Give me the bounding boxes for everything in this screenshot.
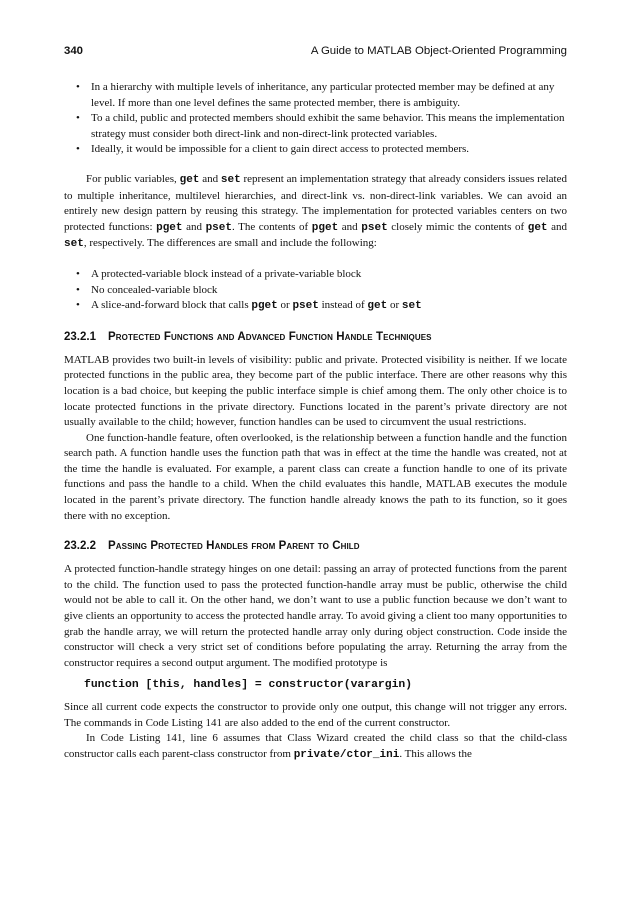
code-prototype: function [this, handles] = constructor(varargin) xyxy=(84,679,413,692)
paragraph-public-variables: For public variables, get and set represent an implementation strategy that already considers issues related to multiple inheritance, multilevel hierarchies, and direct-link vs. non-direct-link variables. We can avoid an entirely new design pattern by reusing this strategy. The implementation for protected variables centers on two protected functions: pget and pset. The contents of pget and pset closely mimic the contents of get and set, respectively. The differences are small and include the following: xyxy=(64,172,567,251)
running-header xyxy=(64,45,567,63)
list-item: • No concealed-variable block xyxy=(64,283,567,299)
bullet-icon: • xyxy=(76,81,80,93)
list-item: • Ideally, it would be impossible for a client to gain direct access to protected members. xyxy=(64,142,567,158)
bullet-icon: • xyxy=(76,267,80,280)
bullet-icon: • xyxy=(76,143,80,156)
paragraph-constructor-output: Since all current code expects the constructor to provide only one output, this change will not trigger any errors. The commands in Code Listing 141 are also added to the end of the current constructor. xyxy=(64,701,567,729)
body-text xyxy=(64,80,567,763)
paragraph-protected-strategy: A protected function-handle strategy hinges on one detail: passing an array of protected functions from the parent to the child. The function used to pass the protected function-handle array must be public, otherwise the child would not be able to call it. On the other hand, we don’t want to use a public function because we don’t want to give clients an opportunity to access the protected handle array. To avoid giving a client too many opportunities to grab the handle array, we will return the protected handle array only during object construction. Code inside the constructor will check a very strict set of conditions before populating the array. Returning the array from the constructor requires a second output argument. The modified prototype is xyxy=(64,563,567,669)
running-title: A Guide to MATLAB Object-Oriented Programming xyxy=(310,45,567,57)
section-heading-23-2-1 xyxy=(64,330,567,345)
section-number: 23.2.1 xyxy=(64,330,96,343)
section-heading-23-2-2 xyxy=(64,539,567,554)
section-number: 23.2.2 xyxy=(64,540,96,553)
paragraph-visibility: MATLAB provides two built-in levels of visibility: public and private. Protected visibility is neither. If we locate protected functions in the public area, they become part of the public interface. There are other reasons why this location is a bad choice, but keeping the public interface simple is chief among them. The only other choice is to locate protected functions in the private directory. Functions located in the parent’s private directory are not usually available to the child; however, function handles can be used to circumvent the usual restrictions. xyxy=(64,353,567,429)
list-item: • A slice-and-forward block that calls pget or pset instead of get or set xyxy=(76,299,422,313)
section-title: Protected Functions and Advanced Function Handle Techniques xyxy=(107,330,432,343)
bullet-icon: • xyxy=(76,112,80,125)
bullet-icon: • xyxy=(76,283,80,296)
bullet-icon: • xyxy=(76,299,80,312)
bullet-list-protected-members xyxy=(64,80,567,158)
list-item: • To a child, public and protected members should exhibit the same behavior. This means the implementation strategy must consider both direct-link and non-direct-link protected variables. xyxy=(76,112,565,140)
page-number: 340 xyxy=(64,45,84,57)
bullet-list-differences xyxy=(64,267,567,315)
list-item: • A protected-variable block instead of a private-variable block xyxy=(64,267,567,283)
paragraph-code-listing: In Code Listing 141, line 6 assumes that Class Wizard created the child class so that the child-class constructor calls each parent-class constructor from private/ctor_ini. This allows the xyxy=(64,732,567,761)
list-item: • In a hierarchy with multiple levels of inheritance, any particular protected member may be defined at any level. If more than one level defines the same protected member, there is ambiguity. xyxy=(76,81,555,109)
paragraph-function-handle: One function-handle feature, often overlooked, is the relationship between a function handle and the function search path. A function handle uses the function path that was in effect at the time the handle was created, not at the time the handle is evaluated. For example, a parent class can create a function handle to one of its private functions and pass the handle to a child. When the child evaluates this handle, MATLAB executes the module located in the parent’s private directory. The function handle already knows the path to its function, so it goes there with no exception. xyxy=(64,431,567,522)
section-title: Passing Protected Handles from Parent to Child xyxy=(107,540,360,553)
